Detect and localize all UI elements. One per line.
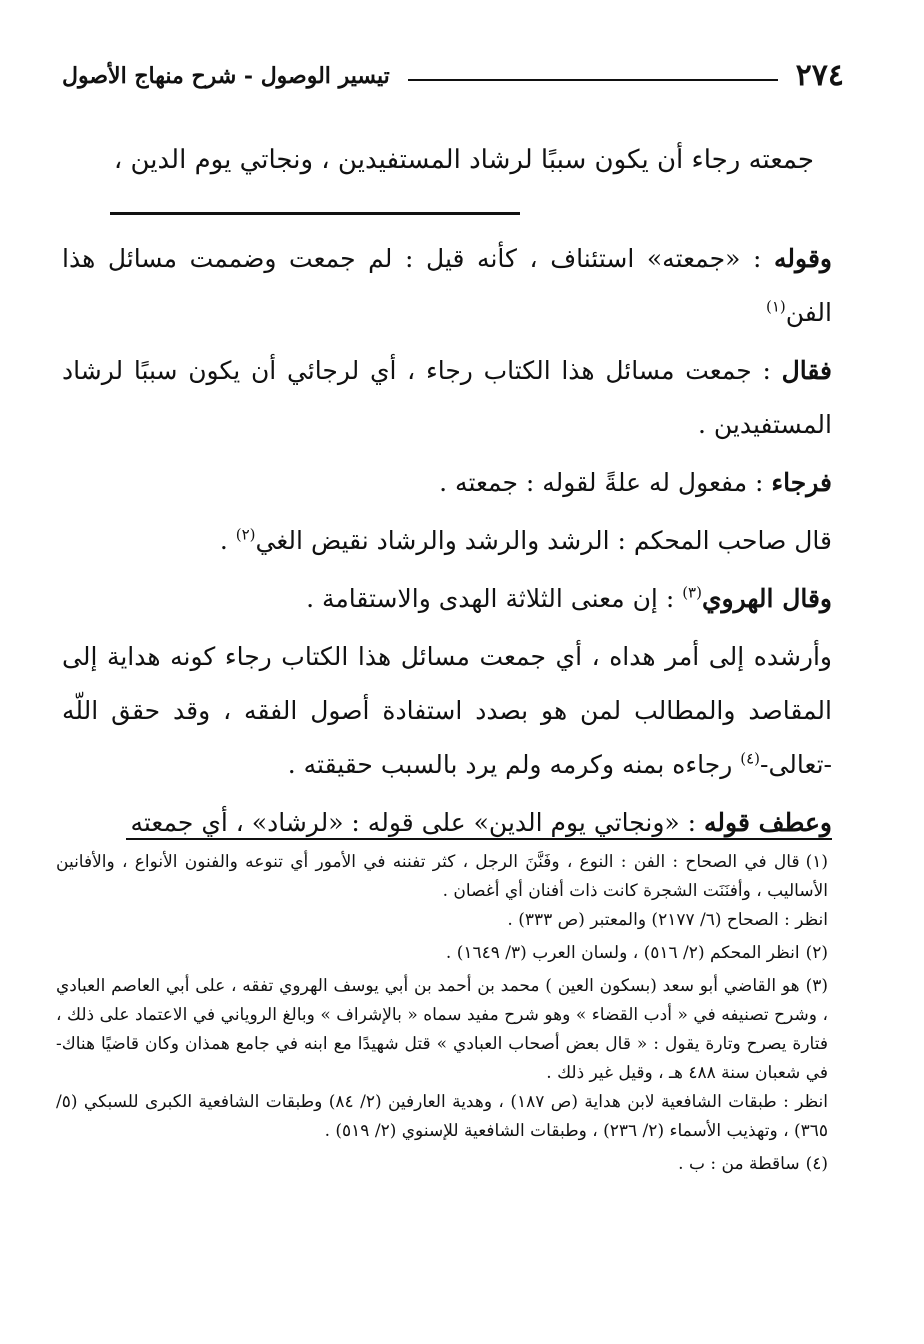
footnote-source: انظر : الصحاح (٦/ ٢١٧٧) والمعتبر (ص ٣٣٣) . [507, 910, 828, 930]
keyword: وعطف قوله [704, 808, 832, 837]
paragraph-text: : مفعول له علةً لقوله : جمعته . [439, 468, 772, 497]
page-number: ٢٧٤ [795, 58, 844, 93]
footnote-ref[interactable]: (١) [765, 297, 786, 316]
paragraph-text-cont: رجاءه بمنه وكرمه ولم يرد بالسبب حقيقته . [287, 750, 741, 779]
footnote-3 [56, 972, 828, 1146]
paragraph-text: : إن معنى الثلاثة الهدى والاستقامة . [306, 584, 683, 613]
footnote-number: (١) [805, 852, 828, 872]
footnote-number: (٢) [805, 943, 828, 963]
header-rule [408, 79, 778, 81]
footnote-separator [126, 838, 832, 840]
footnotes [56, 848, 828, 1183]
paragraph-text: وأرشده إلى أمر هداه ، أي جمعت مسائل هذا الكتاب رجاء كونه هداية إلى المقاصد والمطالب لمن هو بصدد استفادة أصول الفقه ، وقد حقق اللّه -تعالى- [62, 642, 832, 779]
footnote-ref[interactable]: (٤) [740, 749, 760, 768]
paragraph-text: : «ونجاتي يوم الدين» على قوله : «لرشاد» ، أي جمعته [130, 808, 705, 837]
paragraph-tail: . [219, 526, 236, 555]
footnote-body [56, 972, 828, 1088]
keyword: وقال الهروي [701, 584, 832, 613]
footnote-ref[interactable]: (٣) [682, 583, 702, 602]
matn-text: جمعته رجاء أن يكون سببًا لرشاد المستفيدين ، ونجاتي يوم الدين ، [113, 145, 814, 175]
commentary-body [62, 232, 832, 854]
page-header [62, 56, 844, 96]
footnote-source: انظر : طبقات الشافعية لابن هداية (ص ١٨٧) ، وهدية العارفين (٢/ ٨٤) وطبقات الشافعية الكبرى للسبكي (٥/ ٣٦٥) ، وتهذيب الأسماء (٢/ ٢٣٦) ، وطبقات الشافعية للإسنوي (٢/ ٥١٩) . [56, 1092, 828, 1141]
paragraph-text: : جمعت مسائل هذا الكتاب رجاء ، أي لرجائي أن يكون سببًا لرشاد المستفيدين . [62, 356, 832, 439]
paragraph-4 [62, 514, 832, 568]
footnote-body [56, 848, 828, 906]
paragraph-7 [62, 796, 832, 850]
matn-separator [110, 212, 520, 215]
paragraph-3 [62, 456, 832, 510]
keyword: وقوله [774, 244, 832, 273]
footnote-ref[interactable]: (٢) [235, 525, 256, 544]
running-title: تيسير الوصول - شرح منهاج الأصول [62, 63, 390, 89]
footnote-2 [56, 939, 828, 968]
footnote-number: (٤) [805, 1154, 828, 1174]
paragraph-text: قال صاحب المحكم : الرشد والرشد والرشاد نقيض الغي [255, 526, 832, 555]
footnote-number: (٣) [805, 976, 828, 996]
paragraph-text: : «جمعته» استئناف ، كأنه قيل : لم جمعت وضممت مسائل هذا الفن [62, 244, 832, 327]
footnote-text: هو القاضي أبو سعد (بسكون العين ) محمد بن أحمد بن أبي يوسف الهروي تفقه ، على أبي العاصم العبادي ، وشرح تصنيفه في « أدب القضاء » وهو شرح مفيد سماه « بالإشراف » وبالغ الروياني في الاعتماد على ذلك ، فتارة يصرح وتارة يقول : « قال بعض أصحاب العبادي » قتل شهيدًا مع ابنه في جامع همذان وكان قاضيًا هناك- في شعبان سنة ٤٨٨ هـ ، وقيل غير ذلك . [56, 976, 828, 1083]
paragraph-6 [62, 630, 832, 792]
footnote-4 [56, 1150, 828, 1179]
footnote-text: قال في الصحاح : الفن : النوع ، وفَنَّنَ الرجل ، كثر تفننه في الأمور أي تنوعه والفنون الأنواع ، والأفانين الأساليب ، وأفنَنَت الشجرة كانت ذات أفنان أي أغصان . [56, 852, 828, 901]
paragraph-1 [62, 232, 832, 340]
keyword: فرجاء [771, 468, 832, 497]
footnote-text: انظر المحكم (٢/ ٥١٦) ، ولسان العرب (٣/ ١٦٤٩) . [445, 943, 800, 963]
paragraph-2 [62, 344, 832, 452]
footnote-text: ساقطة من : ب . [678, 1154, 800, 1174]
footnote-1 [56, 848, 828, 935]
paragraph-5 [62, 572, 832, 626]
keyword: فقال [781, 356, 832, 385]
